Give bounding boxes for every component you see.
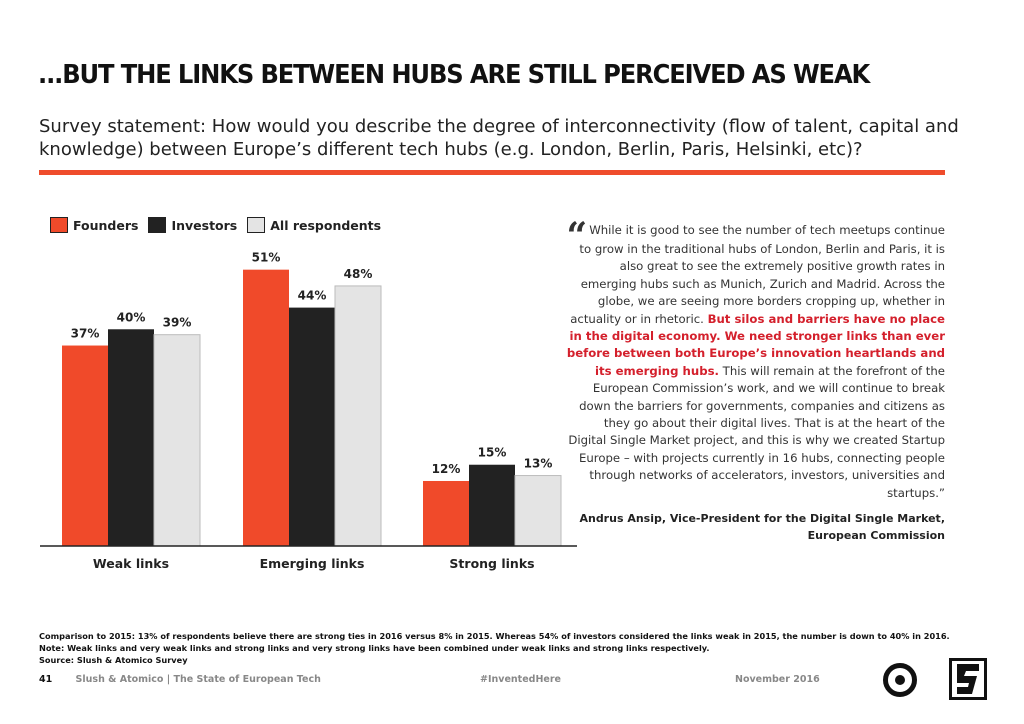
attribution-line-2: European Commission — [807, 529, 945, 543]
footer-hashtag: #InventedHere — [480, 674, 561, 685]
data-label-investors-strong-links: 15% — [477, 445, 507, 460]
data-label-founders-emerging-links: 51% — [251, 250, 281, 265]
data-label-founders-weak-links: 37% — [70, 326, 100, 341]
data-label-all-respondents-strong-links: 13% — [523, 456, 553, 471]
data-label-all-respondents-emerging-links: 48% — [343, 266, 373, 281]
legend-label-founders: Founders — [73, 217, 139, 233]
quote-part-2: This will remain at the forefront of the European Commission’s work, and we will continue to break down the barriers for governments, companies and citizens as they go about their digital lives. That is at the heart of the Digital Single Market project, and this is why we created Startup Europe – with projects currently in 16 hubs, connecting people through networks of accelerators, investors, universities and startups.” — [568, 363, 945, 500]
page-subtitle: Survey statement: How would you describe the degree of interconnectivity (flow of talent, capital and knowledge) between Europe’s different tech hubs (e.g. London, Berlin, Paris, Helsinki, etc)? — [39, 116, 959, 160]
footnote-note: Note: Weak links and very weak links and strong links and very strong links have been combined under weak links and strong links respectively. — [39, 643, 710, 653]
data-label-all-respondents-weak-links: 39% — [162, 315, 192, 330]
footer-left — [39, 674, 321, 685]
footnote-source: Source: Slush & Atomico Survey — [39, 655, 188, 665]
quote-attribution — [565, 510, 945, 544]
data-label-investors-emerging-links: 44% — [297, 288, 327, 303]
footer-date: November 2016 — [735, 674, 820, 685]
bar-founders-emerging-links — [243, 270, 289, 546]
footnote-comparison: Comparison to 2015: 13% of respondents believe there are strong ties in 2016 versus 8% in 2015. Whereas 54% of investors considered the links weak in 2015, the number is down to 40% in 2016. — [39, 631, 950, 641]
footnotes — [39, 630, 950, 666]
bar-investors-weak-links — [108, 329, 154, 546]
legend-label-all-respondents: All respondents — [270, 217, 382, 233]
quote-part-1: While it is good to see the number of tech meetups continue to grow in the traditional hubs of London, Berlin and Paris, it is also great to see the extremely positive growth rates in emerging hubs such as Munich, Zurich and Madrid. Across the globe, we are seeing more borders cropping up, whether in actuality or in rhetoric. — [570, 223, 945, 326]
page-number: 41 — [39, 674, 53, 685]
quote-highlight: But silos and barriers have no place in the digital economy. We need stronger links than ever before between both Europe’s innovation heartlands and its emerging hubs. — [566, 311, 945, 378]
category-label-emerging-links: Emerging links — [259, 556, 365, 571]
bar-all-respondents-weak-links — [154, 335, 200, 546]
data-label-investors-weak-links: 40% — [116, 310, 146, 325]
data-label-founders-strong-links: 12% — [431, 461, 461, 476]
bar-investors-emerging-links — [289, 308, 335, 546]
bar-founders-weak-links — [62, 346, 108, 546]
bar-founders-strong-links — [423, 481, 469, 546]
bar-all-respondents-emerging-links — [335, 286, 381, 546]
quote-mark-icon: “ — [566, 215, 588, 257]
publication-name: Slush & Atomico | The State of European Tech — [75, 674, 321, 685]
attribution-line-1: Andrus Ansip, Vice-President for the Digital Single Market, — [579, 512, 945, 526]
atomico-logo-icon — [949, 658, 987, 700]
quote-text — [565, 215, 945, 502]
slush-logo-icon — [882, 662, 918, 698]
bar-all-respondents-strong-links — [515, 476, 561, 546]
bar-investors-strong-links — [469, 465, 515, 546]
category-label-weak-links: Weak links — [92, 556, 170, 571]
category-label-strong-links: Strong links — [449, 556, 535, 571]
page-title: ...BUT THE LINKS BETWEEN HUBS ARE STILL PERCEIVED AS WEAK — [38, 60, 870, 90]
legend-label-investors: Investors — [171, 217, 238, 233]
quote-block — [565, 215, 945, 544]
